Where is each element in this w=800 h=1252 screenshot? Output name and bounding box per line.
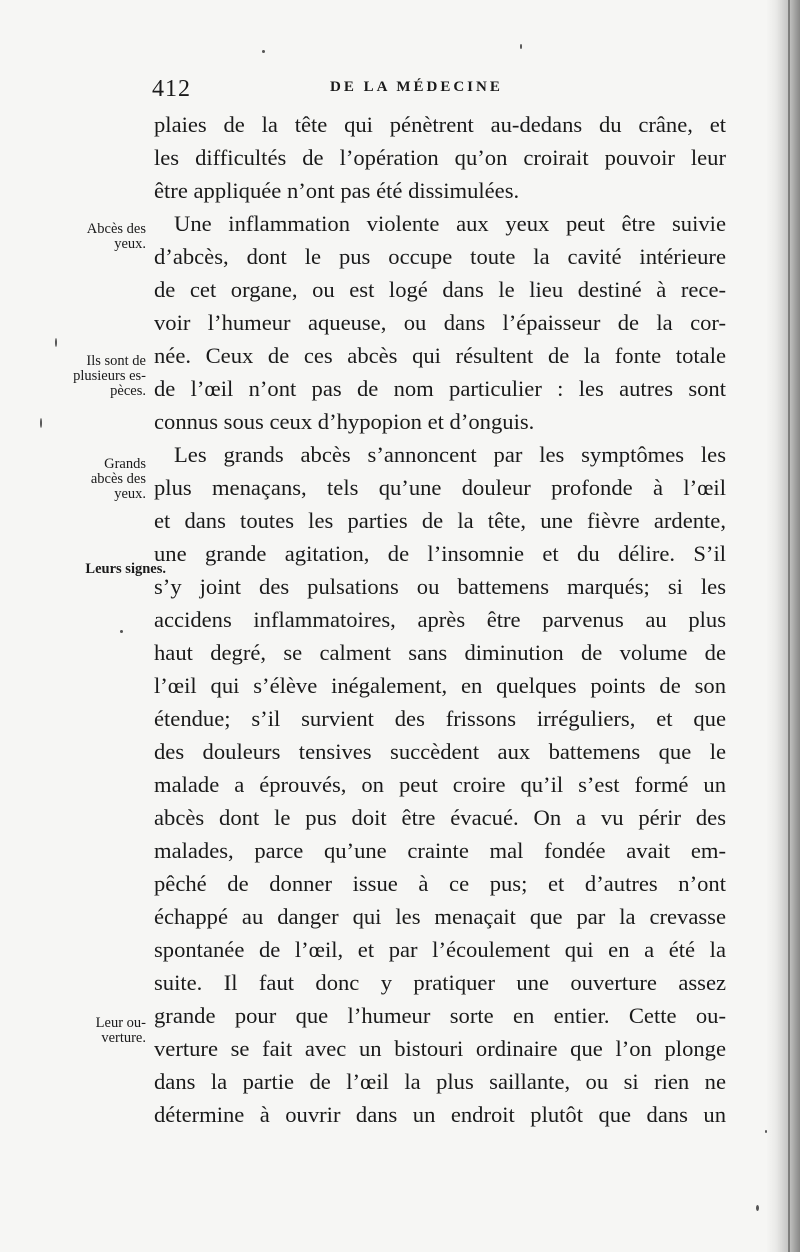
text-line: les difficultés de l’opération qu’on croirait pouvoir leur <box>154 145 726 170</box>
page-edge-line <box>788 0 790 1252</box>
margin-note-line: Abcès des <box>86 221 146 237</box>
text-line: de l’œil n’ont pas de nom particulier : les autres sont <box>154 376 726 401</box>
running-head: DE LA MÉDECINE <box>330 79 503 95</box>
text-line: d’abcès, dont le pus occupe toute la cavité intérieure <box>154 244 726 269</box>
margin-note-line: Leurs signes. <box>85 561 166 577</box>
text-line: plaies de la tête qui pénètrent au-dedans du crâne, et <box>154 112 726 137</box>
text-line: Les grands abcès s’annoncent par les symptômes les <box>174 442 726 467</box>
margin-note-line: yeux. <box>114 486 146 502</box>
margin-note-line: Ils sont de <box>86 353 146 369</box>
text-line: l’œil qui s’élève inégalement, en quelques points de son <box>154 673 726 698</box>
text-line: plus menaçans, tels qu’une douleur profonde à l’œil <box>154 475 726 500</box>
text-line: pêché de donner issue à ce pus; et d’autres n’ont <box>154 871 726 896</box>
text-line: échappé au danger qui les menaçait que par la crevasse <box>154 904 726 929</box>
text-line: voir l’humeur aqueuse, ou dans l’épaisseur de la cor- <box>154 310 726 335</box>
margin-note-line: pèces. <box>110 383 146 399</box>
scan-speck <box>756 1205 759 1211</box>
text-line: étendue; s’il survient des frissons irréguliers, et que <box>154 706 726 731</box>
text-line: et dans toutes les parties de la tête, une fièvre ardente, <box>154 508 726 533</box>
page-number: 412 <box>152 76 191 102</box>
text-line: malade a éprouvés, on peut croire qu’il s’est formé un <box>154 772 726 797</box>
text-line: malades, parce qu’une crainte mal fondée avait em- <box>154 838 726 863</box>
margin-note-plusieurs-especes <box>28 354 146 399</box>
scan-speck <box>120 630 123 633</box>
text-line: abcès dont le pus doit être évacué. On a vu périr des <box>154 805 726 830</box>
text-line: haut degré, se calment sans diminution de volume de <box>154 640 726 665</box>
text-line: connus sous ceux d’hypopion et d’onguis. <box>154 409 535 434</box>
margin-note-leur-ouverture <box>28 1016 146 1046</box>
margin-note-line: verture. <box>101 1030 146 1046</box>
text-line: Une inflammation violente aux yeux peut être suivie <box>174 211 726 236</box>
text-line: suite. Il faut donc y pratiquer une ouverture assez <box>154 970 726 995</box>
scan-speck <box>765 1130 767 1133</box>
text-line: une grande agitation, de l’insomnie et du délire. S’il <box>154 541 726 566</box>
margin-note-leurs-signes <box>24 562 166 577</box>
text-line: s’y joint des pulsations ou battemens marqués; si les <box>154 574 726 599</box>
text-line: dans la partie de l’œil la plus saillante, ou si rien ne <box>154 1069 726 1094</box>
text-line: être appliquée n’ont pas été dissimulées. <box>154 178 520 203</box>
scan-speck <box>40 418 42 428</box>
text-line: accidens inflammatoires, après être parvenus au plus <box>154 607 726 632</box>
page-header <box>0 74 800 104</box>
margin-note-grands-abces <box>28 457 146 502</box>
page-edge-shadow <box>766 0 800 1252</box>
text-line: de cet organe, ou est logé dans le lieu destiné à rece- <box>154 277 726 302</box>
scan-speck <box>520 44 522 49</box>
margin-note-line: abcès des <box>90 471 146 487</box>
margin-note-line: Leur ou- <box>95 1015 146 1031</box>
margin-note-line: Grands <box>104 456 146 472</box>
scan-speck <box>55 338 57 347</box>
text-line: des douleurs tensives succèdent aux battemens que le <box>154 739 726 764</box>
margin-note-line: plusieurs es- <box>73 368 146 384</box>
text-line: verture se fait avec un bistouri ordinaire que l’on plonge <box>154 1036 726 1061</box>
body-text <box>154 108 726 1131</box>
scan-speck <box>262 50 265 53</box>
text-line: grande pour que l’humeur sorte en entier. Cette ou- <box>154 1003 726 1028</box>
margin-note-abces-des-yeux <box>28 222 146 252</box>
text-line: née. Ceux de ces abcès qui résultent de la fonte totale <box>154 343 726 368</box>
text-line: spontanée de l’œil, et par l’écoulement qui en a été la <box>154 937 726 962</box>
margin-note-line: yeux. <box>114 236 146 252</box>
text-line: détermine à ouvrir dans un endroit plutôt que dans un <box>154 1102 726 1127</box>
